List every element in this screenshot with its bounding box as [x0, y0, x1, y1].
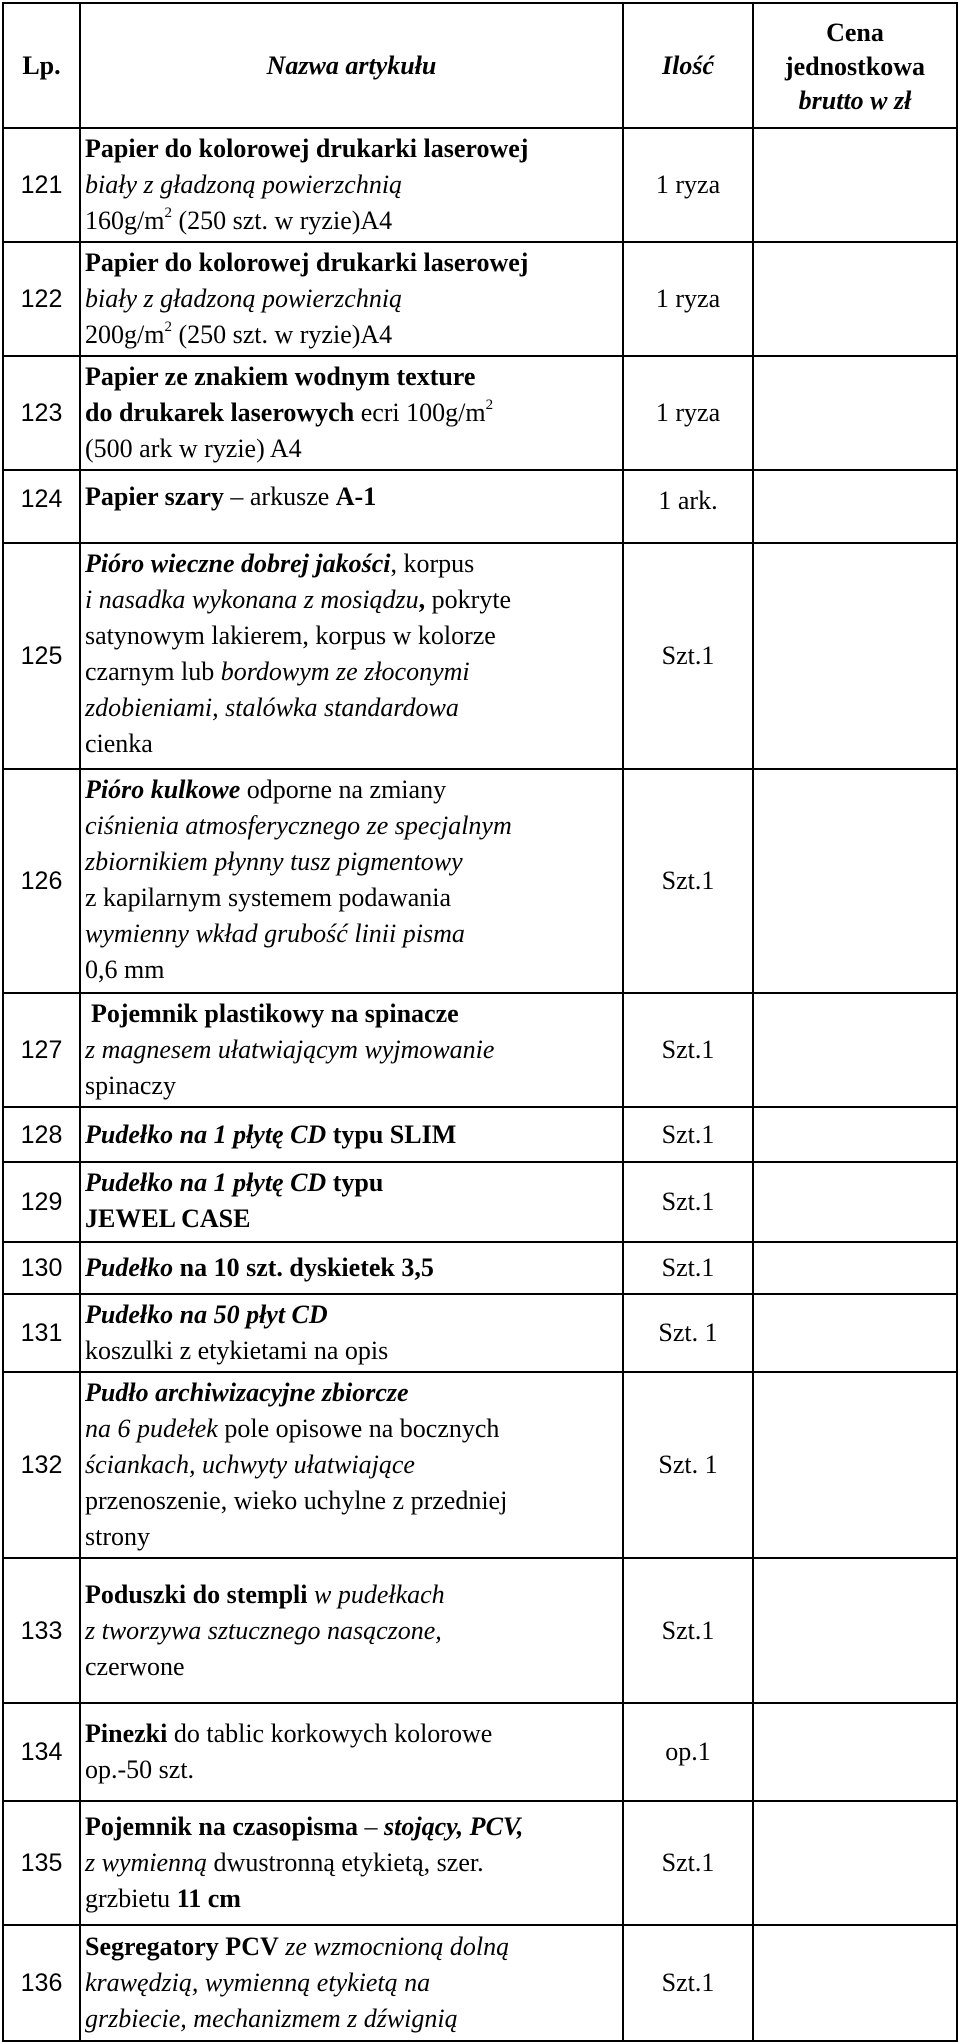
header-lp: Lp. [3, 3, 80, 128]
item-name: Pudełko na 50 płyt CD koszulki z etykietami na opis [80, 1294, 623, 1372]
item-price-cell [753, 128, 957, 242]
item-name: Papier do kolorowej drukarki laserowej biały z gładzoną powierzchnią $200g/m^2$ (250 szt. w ryzie)A4 [80, 242, 623, 356]
item-quantity: Szt.1 [623, 543, 753, 769]
item-price-cell [753, 356, 957, 470]
item-name: Pudło archiwizacyjne zbiorcze na 6 pudełek pole opisowe na bocznych ściankach, uchwyty ułatwiające przenoszenie, wieko uchylne z przedniej strony [80, 1372, 623, 1558]
item-name: Pojemnik na czasopisma – stojący, PCV, z wymienną dwustronną etykietą, szer. grzbietu 11 cm [80, 1801, 623, 1925]
item-price-cell [753, 1925, 957, 2041]
header-name: Nazwa artykułu [80, 3, 623, 128]
header-qty: Ilość [623, 3, 753, 128]
item-quantity: Szt.1 [623, 993, 753, 1107]
row-number: 130 [3, 1242, 80, 1294]
item-price-cell [753, 1703, 957, 1801]
item-price-cell [753, 1294, 957, 1372]
table-row [3, 1925, 957, 2041]
item-price-cell [753, 769, 957, 993]
item-quantity: 1 ryza [623, 242, 753, 356]
row-number: 133 [3, 1558, 80, 1703]
item-price-cell [753, 1372, 957, 1558]
row-number: 131 [3, 1294, 80, 1372]
row-number: 132 [3, 1372, 80, 1558]
item-quantity: Szt. 1 [623, 1294, 753, 1372]
row-number: 124 [3, 470, 80, 543]
table-row [3, 1372, 957, 1558]
row-number: 134 [3, 1703, 80, 1801]
table-row [3, 1107, 957, 1162]
table-row [3, 242, 957, 356]
item-name: Pióro kulkowe odporne na zmiany ciśnienia atmosferycznego ze specjalnym zbiornikiem płynny tusz pigmentowy z kapilarnym systemem podawania wymienny wkład grubość linii pisma 0,6 mm [80, 769, 623, 993]
row-number: 136 [3, 1925, 80, 2041]
item-quantity: Szt.1 [623, 1801, 753, 1925]
row-number: 121 [3, 128, 80, 242]
item-quantity: Szt. 1 [623, 1372, 753, 1558]
row-number: 123 [3, 356, 80, 470]
row-number: 125 [3, 543, 80, 769]
price-table [2, 2, 958, 2042]
row-number: 122 [3, 242, 80, 356]
table-row [3, 543, 957, 769]
table-row [3, 356, 957, 470]
table-row [3, 1558, 957, 1703]
row-number: 126 [3, 769, 80, 993]
item-quantity: Szt.1 [623, 1925, 753, 2041]
item-name: Segregatory PCV ze wzmocnioną dolną krawędzią, wymienną etykietą na grzbiecie, mechanizmem z dźwignią [80, 1925, 623, 2041]
table-row [3, 1294, 957, 1372]
table-row [3, 993, 957, 1107]
item-price-cell [753, 1162, 957, 1242]
item-price-cell [753, 1801, 957, 1925]
item-price-cell [753, 1107, 957, 1162]
item-price-cell [753, 993, 957, 1107]
item-name: Pojemnik plastikowy na spinacze z magnesem ułatwiającym wyjmowanie spinaczy [80, 993, 623, 1107]
header-price: Cena jednostkowa brutto w zł [753, 3, 957, 128]
table-row [3, 128, 957, 242]
item-quantity: 1 ryza [623, 356, 753, 470]
item-quantity: Szt.1 [623, 1242, 753, 1294]
item-price-cell [753, 1242, 957, 1294]
item-name: Pióro wieczne dobrej jakości, korpus i nasadka wykonana z mosiądzu, pokryte satynowym lakierem, korpus w kolorze czarnym lub bordowym ze złoconymi zdobieniami, stalówka standardowa cienka [80, 543, 623, 769]
item-quantity: Szt.1 [623, 1558, 753, 1703]
item-price-cell [753, 242, 957, 356]
item-quantity: 1 ark. [623, 470, 753, 543]
item-price-cell [753, 543, 957, 769]
row-number: 129 [3, 1162, 80, 1242]
item-price-cell [753, 1558, 957, 1703]
table-header-row [3, 3, 957, 128]
item-quantity: Szt.1 [623, 1162, 753, 1242]
table-row [3, 1801, 957, 1925]
item-name: Pudełko na 1 płytę CD typu SLIM [80, 1107, 623, 1162]
row-number: 127 [3, 993, 80, 1107]
item-name: Pudełko na 1 płytę CD typu JEWEL CASE [80, 1162, 623, 1242]
row-number: 135 [3, 1801, 80, 1925]
table-row [3, 1703, 957, 1801]
item-name: Poduszki do stempli w pudełkach z tworzywa sztucznego nasączone, czerwone [80, 1558, 623, 1703]
table-row [3, 769, 957, 993]
item-name: Pinezki do tablic korkowych kolorowe op.-50 szt. [80, 1703, 623, 1801]
item-quantity: Szt.1 [623, 1107, 753, 1162]
table-row [3, 470, 957, 543]
item-quantity: 1 ryza [623, 128, 753, 242]
row-number: 128 [3, 1107, 80, 1162]
table-row [3, 1162, 957, 1242]
item-quantity: Szt.1 [623, 769, 753, 993]
item-price-cell [753, 470, 957, 543]
table-row [3, 1242, 957, 1294]
item-name: Papier ze znakiem wodnym texture do drukarek laserowych ecri $100g/m^2$ (500 ark w ryzie) A4 [80, 356, 623, 470]
item-name: Pudełko na 10 szt. dyskietek 3,5 [80, 1242, 623, 1294]
item-name: Papier do kolorowej drukarki laserowej biały z gładzoną powierzchnią $160g/m^2$ (250 szt. w ryzie)A4 [80, 128, 623, 242]
item-quantity: op.1 [623, 1703, 753, 1801]
item-name: Papier szary – arkusze A-1 [80, 470, 623, 543]
